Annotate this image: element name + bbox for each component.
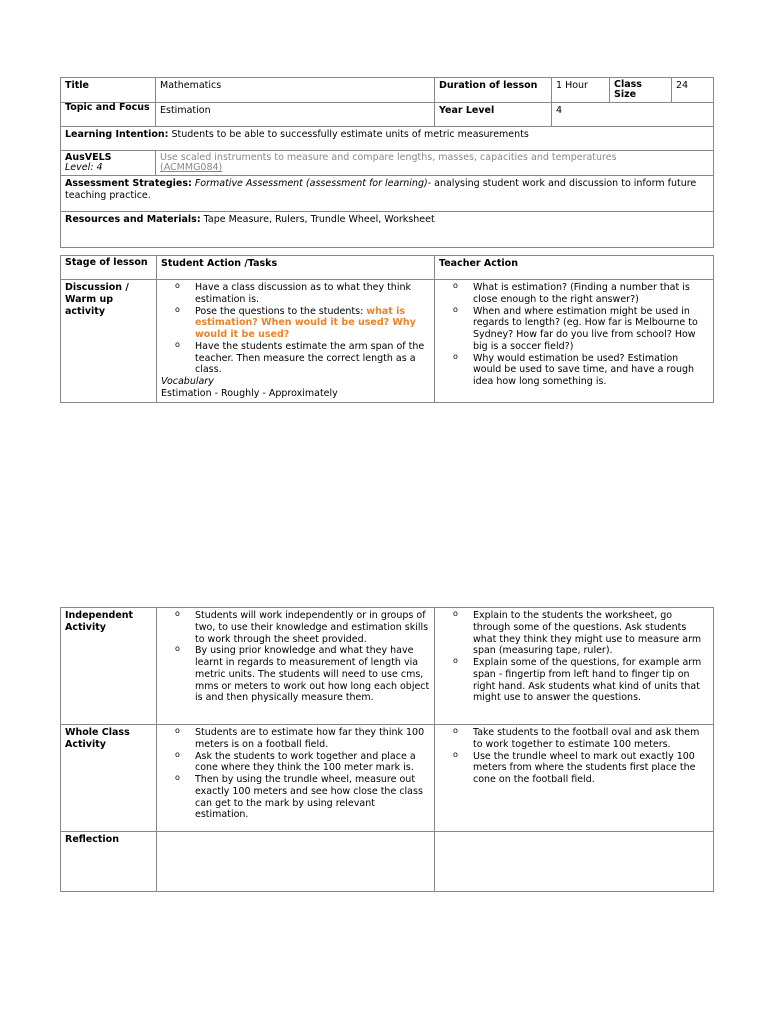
list-item: o Explain some of the questions, for example arm span - fingertip from left hand to finger tip on right hand. Ask students what kind of units that might use to answer the questions. — [473, 657, 709, 704]
list-item — [195, 306, 430, 341]
lesson-activities-table — [60, 607, 714, 892]
ausvels-code: (ACMMG084) — [160, 161, 223, 173]
reflection-stage: Reflection — [61, 832, 157, 892]
stage-header: Stage of lesson — [61, 256, 157, 280]
question-intro: Pose the questions to the students: — [195, 305, 367, 317]
list-item: o By using prior knowledge and what they have learnt in regards to measurement of length via metric units. The students will need to use cms, mms or meters to work out how long each object is and then physically measure them. — [195, 645, 430, 704]
assessment-label: Assessment Strategies: — [65, 177, 192, 189]
independent-stage: Independent Activity — [61, 608, 157, 725]
resources-materials — [61, 211, 714, 247]
year-value: 4 — [552, 102, 714, 126]
whole-class-student-actions — [157, 725, 435, 832]
ausvels-level: Level: 4 — [65, 161, 103, 173]
list-item: o Students will work independently or in groups of two, to use their knowledge and estimation skills to work through the sheet provided. — [195, 610, 430, 645]
list-item: o When and where estimation might be used in regards to length? (eg. How far is Melbourne to Sydney? How far do you live from school? How big is a soccer field?) — [473, 306, 709, 353]
assessment-type: Formative Assessment (assessment for learning) — [191, 177, 428, 189]
estimation-questions: what is estimation? When would it be used? Why would it be used? — [195, 305, 416, 341]
resources-label: Resources and Materials: — [65, 213, 201, 225]
learning-intention-label: Learning Intention: — [65, 128, 169, 140]
class-size-label: Class Size — [610, 78, 672, 103]
list-item: o Have the students estimate the arm span of the teacher. Then measure the correct length as a class. — [195, 341, 430, 376]
assessment-description: - analysing student work and discussion to inform future teaching practice. — [65, 177, 697, 201]
whole-class-teacher-actions — [435, 725, 714, 832]
ausvels-description: Use scaled instruments to measure and compare lengths, masses, capacities and temperatures — [160, 151, 617, 163]
reflection-teacher-cell — [435, 832, 714, 892]
ausvels-label: AusVELS — [65, 151, 112, 163]
list-item: o Take students to the football oval and ask them to work together to estimate 100 meters. — [473, 727, 709, 751]
topic-value: Estimation — [156, 102, 435, 126]
vocabulary-value: Estimation - Roughly - Approximately — [161, 387, 338, 399]
discussion-stage: Discussion / Warm up activity — [61, 280, 157, 403]
title-label: Title — [61, 78, 156, 103]
lesson-overview-table — [60, 77, 714, 248]
discussion-student-actions — [157, 280, 435, 403]
list-item: o Ask the students to work together and place a cone where they think the 100 meter mark is. — [195, 751, 430, 775]
list-item: o Why would estimation be used? Estimation would be used to save time, and have a rough idea how long something is. — [473, 353, 709, 388]
independent-teacher-actions — [435, 608, 714, 725]
list-item: o Have a class discussion as to what they think estimation is. — [195, 282, 430, 306]
duration-value: 1 Hour — [552, 78, 610, 103]
topic-label: Topic and Focus — [61, 102, 156, 126]
list-item: o Students are to estimate how far they think 100 meters is on a football field. — [195, 727, 430, 751]
whole-class-stage: Whole Class Activity — [61, 725, 157, 832]
reflection-student-cell — [157, 832, 435, 892]
ausvels-cell — [61, 150, 156, 175]
list-item: o Explain to the students the worksheet, go through some of the questions. Ask students what they think they might use to measure arm span (measuring tape, ruler). — [473, 610, 709, 657]
independent-student-actions — [157, 608, 435, 725]
list-item: o What is estimation? (Finding a number that is close enough to the right answer?) — [473, 282, 709, 306]
resources-value: Tape Measure, Rulers, Trundle Wheel, Worksheet — [200, 213, 435, 225]
ausvels-content — [156, 150, 714, 175]
vocabulary-label: Vocabulary — [161, 376, 214, 388]
class-size-value: 24 — [672, 78, 714, 103]
teacher-action-header: Teacher Action — [435, 256, 714, 280]
assessment-strategies — [61, 175, 714, 211]
learning-intention-value: Students to be able to successfully estimate units of metric measurements — [168, 128, 529, 140]
title-value: Mathematics — [156, 78, 435, 103]
duration-label: Duration of lesson — [435, 78, 552, 103]
list-item: o Then by using the trundle wheel, measure out exactly 100 meters and see how close the class can get to the mark by using relevant estimation. — [195, 774, 430, 821]
year-label: Year Level — [435, 102, 552, 126]
student-action-header: Student Action /Tasks — [157, 256, 435, 280]
lesson-stages-table — [60, 255, 714, 403]
discussion-teacher-actions — [435, 280, 714, 403]
list-item: o Use the trundle wheel to mark out exactly 100 meters from where the students first place the cone on the football field. — [473, 751, 709, 786]
learning-intention — [61, 126, 714, 150]
